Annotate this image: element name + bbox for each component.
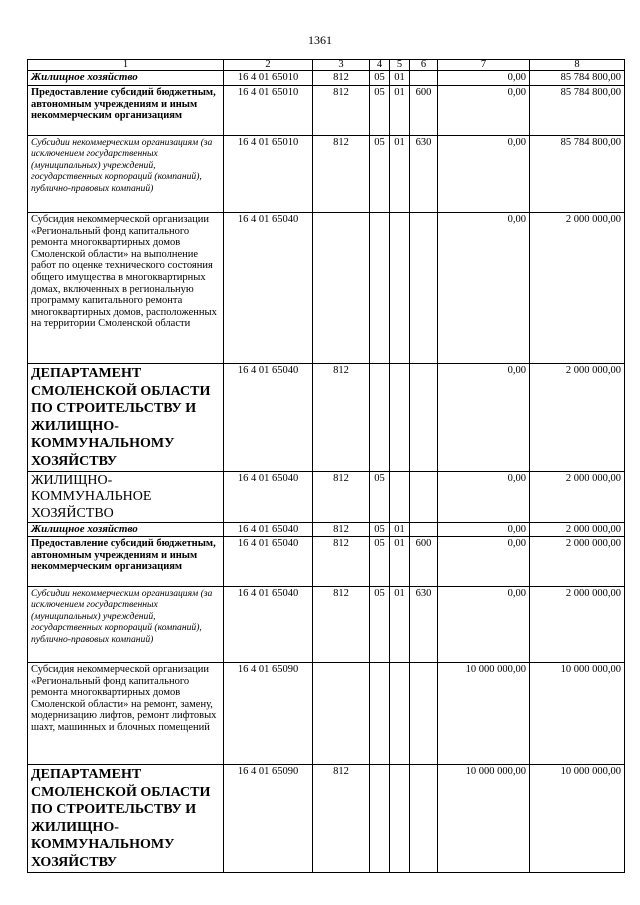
amount-col8: 2 000 000,00 — [530, 523, 625, 537]
amount-col8: 85 784 800,00 — [530, 136, 625, 213]
row-name: ЖИЛИЩНО-КОММУНАЛЬНОЕ ХОЗЯЙСТВО — [28, 471, 224, 523]
amount-col7: 10 000 000,00 — [438, 663, 530, 765]
subsection-code — [390, 364, 410, 472]
header-cell: 3 — [313, 60, 370, 71]
target-code: 16 4 01 65040 — [224, 587, 313, 663]
target-code: 16 4 01 65090 — [224, 765, 313, 873]
header-cell: 6 — [410, 60, 438, 71]
amount-col7: 0,00 — [438, 71, 530, 86]
row-name: Субсидия некоммерческой организации «Региональный фонд капитального ремонта многоквартирных домов Смоленской области» на выполнение работ по оценке технического состояния общего имущества в многоквартирных домах, включенных в региональную программу капитального ремонта многоквартирных домов, расположенных на территории Смоленской области — [28, 213, 224, 364]
grbs-code: 812 — [313, 364, 370, 472]
amount-col7: 0,00 — [438, 523, 530, 537]
target-code: 16 4 01 65040 — [224, 471, 313, 523]
amount-col7: 0,00 — [438, 364, 530, 472]
subsection-code: 01 — [390, 136, 410, 213]
expense-type-code — [410, 765, 438, 873]
amount-col7: 0,00 — [438, 471, 530, 523]
target-code: 16 4 01 65010 — [224, 71, 313, 86]
amount-col7: 10 000 000,00 — [438, 765, 530, 873]
grbs-code: 812 — [313, 86, 370, 136]
section-code: 05 — [370, 71, 390, 86]
section-code: 05 — [370, 523, 390, 537]
target-code: 16 4 01 65090 — [224, 663, 313, 765]
table-row — [28, 71, 625, 86]
amount-col8: 85 784 800,00 — [530, 71, 625, 86]
row-name: Предоставление субсидий бюджетным, автономным учреждениям и иным некоммерческим организациям — [28, 537, 224, 587]
table-row — [28, 537, 625, 587]
row-name: Предоставление субсидий бюджетным, автономным учреждениям и иным некоммерческим организациям — [28, 86, 224, 136]
section-code — [370, 765, 390, 873]
expense-type-code: 600 — [410, 537, 438, 587]
row-name: Субсидии некоммерческим организациям (за исключением государственных (муниципальных) учреждений, государственных корпораций (компаний), публично-правовых компаний) — [28, 136, 224, 213]
subsection-code — [390, 765, 410, 873]
grbs-code: 812 — [313, 765, 370, 873]
expense-type-code — [410, 663, 438, 765]
section-code — [370, 213, 390, 364]
header-cell: 2 — [224, 60, 313, 71]
row-name: Жилищное хозяйство — [28, 71, 224, 86]
expense-type-code — [410, 523, 438, 537]
grbs-code: 812 — [313, 71, 370, 86]
amount-col8: 2 000 000,00 — [530, 471, 625, 523]
table-row — [28, 523, 625, 537]
section-code: 05 — [370, 537, 390, 587]
section-code: 05 — [370, 471, 390, 523]
table-row — [28, 213, 625, 364]
amount-col7: 0,00 — [438, 136, 530, 213]
header-row — [28, 60, 625, 71]
header-cell: 1 — [28, 60, 224, 71]
header-cell: 7 — [438, 60, 530, 71]
header-cell: 5 — [390, 60, 410, 71]
amount-col7: 0,00 — [438, 537, 530, 587]
grbs-code — [313, 663, 370, 765]
target-code: 16 4 01 65040 — [224, 213, 313, 364]
amount-col8: 2 000 000,00 — [530, 213, 625, 364]
expense-type-code: 630 — [410, 136, 438, 213]
table-row — [28, 136, 625, 213]
expense-type-code — [410, 364, 438, 472]
grbs-code: 812 — [313, 523, 370, 537]
subsection-code: 01 — [390, 537, 410, 587]
header-cell: 4 — [370, 60, 390, 71]
row-name: Субсидии некоммерческим организациям (за исключением государственных (муниципальных) учреждений, государственных корпораций (компаний), публично-правовых компаний) — [28, 587, 224, 663]
subsection-code: 01 — [390, 71, 410, 86]
amount-col7: 0,00 — [438, 587, 530, 663]
section-code: 05 — [370, 587, 390, 663]
amount-col8: 2 000 000,00 — [530, 364, 625, 472]
row-name: Жилищное хозяйство — [28, 523, 224, 537]
expense-type-code: 600 — [410, 86, 438, 136]
grbs-code — [313, 213, 370, 364]
expense-type-code — [410, 71, 438, 86]
amount-col8: 85 784 800,00 — [530, 86, 625, 136]
amount-col7: 0,00 — [438, 213, 530, 364]
amount-col8: 10 000 000,00 — [530, 663, 625, 765]
subsection-code: 01 — [390, 523, 410, 537]
target-code: 16 4 01 65040 — [224, 537, 313, 587]
grbs-code: 812 — [313, 537, 370, 587]
subsection-code — [390, 663, 410, 765]
row-name: ДЕПАРТАМЕНТ СМОЛЕНСКОЙ ОБЛАСТИ ПО СТРОИТЕЛЬСТВУ И ЖИЛИЩНО-КОММУНАЛЬНОМУ ХОЗЯЙСТВУ — [28, 364, 224, 472]
section-code — [370, 364, 390, 472]
grbs-code: 812 — [313, 471, 370, 523]
table-row — [28, 765, 625, 873]
row-name: ДЕПАРТАМЕНТ СМОЛЕНСКОЙ ОБЛАСТИ ПО СТРОИТЕЛЬСТВУ И ЖИЛИЩНО-КОММУНАЛЬНОМУ ХОЗЯЙСТВУ — [28, 765, 224, 873]
grbs-code: 812 — [313, 136, 370, 213]
table-row — [28, 587, 625, 663]
subsection-code — [390, 213, 410, 364]
subsection-code: 01 — [390, 587, 410, 663]
table-row — [28, 86, 625, 136]
subsection-code — [390, 471, 410, 523]
expense-type-code — [410, 213, 438, 364]
amount-col8: 10 000 000,00 — [530, 765, 625, 873]
table-row — [28, 471, 625, 523]
subsection-code: 01 — [390, 86, 410, 136]
header-cell: 8 — [530, 60, 625, 71]
amount-col7: 0,00 — [438, 86, 530, 136]
budget-table — [27, 59, 625, 873]
target-code: 16 4 01 65040 — [224, 523, 313, 537]
target-code: 16 4 01 65010 — [224, 136, 313, 213]
amount-col8: 2 000 000,00 — [530, 587, 625, 663]
section-code — [370, 663, 390, 765]
table-row — [28, 663, 625, 765]
amount-col8: 2 000 000,00 — [530, 537, 625, 587]
table-row — [28, 364, 625, 472]
section-code: 05 — [370, 136, 390, 213]
target-code: 16 4 01 65040 — [224, 364, 313, 472]
grbs-code: 812 — [313, 587, 370, 663]
expense-type-code: 630 — [410, 587, 438, 663]
page-number: 1361 — [308, 33, 332, 47]
target-code: 16 4 01 65010 — [224, 86, 313, 136]
section-code: 05 — [370, 86, 390, 136]
expense-type-code — [410, 471, 438, 523]
row-name: Субсидия некоммерческой организации «Региональный фонд капитального ремонта многоквартирных домов Смоленской области» на ремонт, замену, модернизацию лифтов, ремонт лифтовых шахт, машинных и блочных помещений — [28, 663, 224, 765]
